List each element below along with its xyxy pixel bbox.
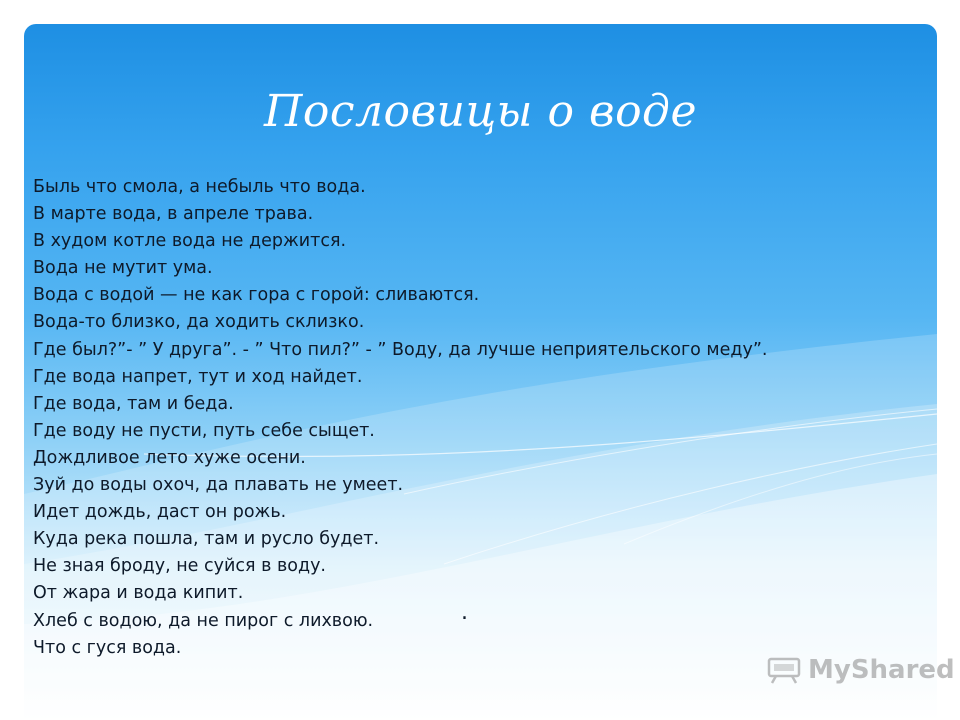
proverb-line: В худом котле вода не держится.: [33, 231, 347, 252]
proverb-line: Вода не мутит ума.: [33, 258, 213, 279]
proverb-line: Дождливое лето хуже осени.: [33, 447, 306, 468]
proverb-line: Не зная броду, не суйся в воду.: [33, 556, 326, 577]
proverb-line: Идет дождь, даст он рожь.: [33, 502, 287, 523]
proverb-line: Вода с водой — не как гора с горой: сливаются.: [33, 285, 480, 306]
proverb-line: Хлеб с водою, да не пирог с лихвою.: [33, 610, 374, 631]
proverb-line: Быль что смола, а небыль что вода.: [33, 177, 366, 197]
proverb-line: Где вода напрет, тут и ход найдет.: [33, 366, 363, 387]
proverb-line: Где был?”- ” У друга”. - ” Что пил?” - ” Воду, да лучше неприятельского меду”.: [33, 339, 768, 360]
watermark-brand: MyShared: [808, 655, 955, 685]
proverb-line: Вода-то близко, да ходить склизко.: [33, 312, 365, 333]
proverb-line: Куда река пошла, там и русло будет.: [33, 529, 380, 550]
proverb-line: От жара и вода кипит.: [33, 583, 244, 604]
proverb-line: Что с гуся вода.: [33, 637, 182, 658]
proverb-line: Зуй до воды охоч, да плавать не умеет.: [33, 475, 404, 496]
proverb-line: Где воду не пусти, путь себе сыщет.: [33, 420, 375, 441]
stray-mark: .: [461, 600, 468, 625]
proverb-line: В марте вода, в апреле трава.: [33, 204, 314, 225]
watermark-logo: [766, 655, 955, 685]
presentation-board-icon: [766, 656, 802, 684]
proverbs-list: [33, 174, 768, 662]
proverb-line: Где вода, там и беда.: [33, 393, 234, 414]
slide: [24, 24, 955, 720]
slide-title: Пословицы о воде: [264, 86, 697, 137]
